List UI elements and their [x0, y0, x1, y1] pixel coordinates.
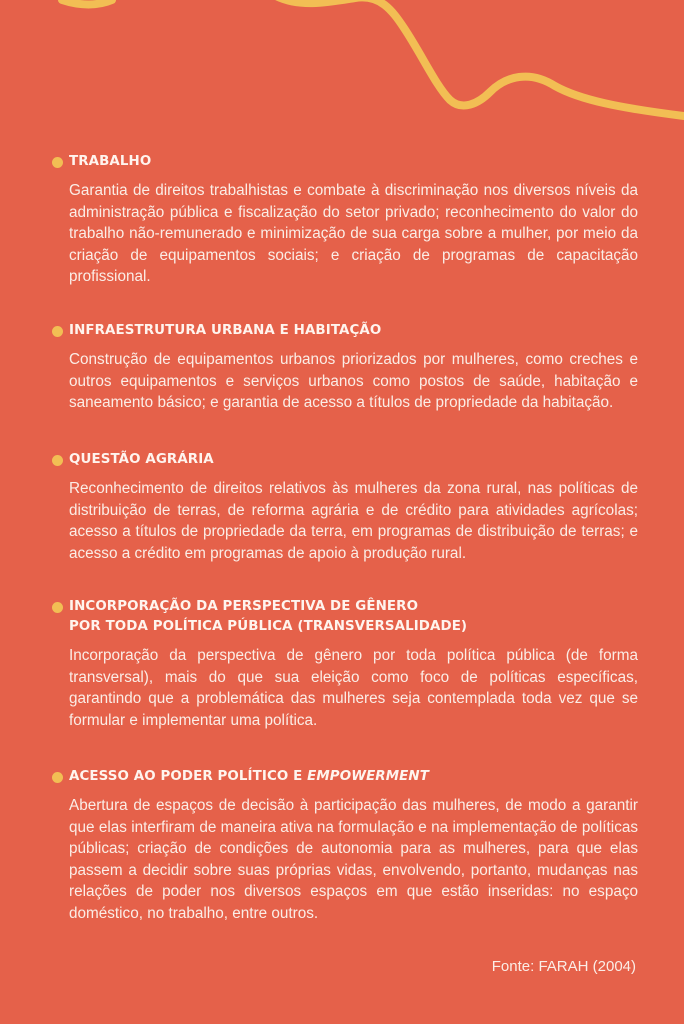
section-heading: [52, 450, 642, 470]
section-heading: [52, 767, 642, 787]
section-heading-line-1: INCORPORAÇÃO DA PERSPECTIVA DE GÊNERO: [69, 599, 419, 614]
bullet-dot-icon: [52, 157, 63, 168]
section-body: Construção de equipamentos urbanos priorizados por mulheres, como creches e outros equipamentos e serviços urbanos como postos de saúde, habitação e saneamento básico; e garantia de acesso a títulos de propriedade da habitação.: [69, 351, 638, 411]
section-heading-line-2: POR TODA POLÍTICA PÚBLICA (TRANSVERSALIDADE): [69, 619, 468, 634]
section-heading-text: TRABALHO: [69, 154, 152, 169]
section-infraestrutura: [52, 321, 642, 414]
section-trabalho: [52, 152, 642, 288]
section-poder-politico: [52, 767, 642, 924]
section-heading-text: ACESSO AO PODER POLÍTICO E: [69, 769, 308, 784]
section-transversalidade: [52, 597, 642, 731]
section-body: Abertura de espaços de decisão à participação das mulheres, de modo a garantir que elas interfiram de maneira ativa na formulação e na implementação de políticas públicas; criação de condições de autonomia para as mulheres, para que elas passem a decidir sobre suas próprias vidas, envolvendo, portanto, mudanças nas relações de poder nos diversos espaços em que estão inseridas: no espaço doméstico, no trabalho, entre outros.: [69, 797, 638, 922]
bullet-dot-icon: [52, 326, 63, 337]
section-heading-text: QUESTÃO AGRÁRIA: [69, 452, 214, 467]
section-heading-text: INFRAESTRUTURA URBANA E HABITAÇÃO: [69, 323, 382, 338]
bullet-dot-icon: [52, 772, 63, 783]
section-questao-agraria: [52, 450, 642, 564]
decorative-wavy-line: [0, 0, 684, 140]
section-body: Reconhecimento de direitos relativos às mulheres da zona rural, nas políticas de distribuição de terras, de reforma agrária e de crédito para atividades agrícolas; acesso a títulos de propriedade da terra, em programas de distribuição de terras; e acesso a crédito em programas de apoio à produção rural.: [69, 480, 638, 562]
section-body: Incorporação da perspectiva de gênero por toda política pública (de forma transversal), mais do que sua eleição como foco de políticas específicas, garantindo que a problemática das mulheres seja contemplada toda vez que se formular e implementar uma política.: [69, 647, 638, 729]
section-heading: [52, 321, 642, 341]
source-citation: Fonte: FARAH (2004): [491, 958, 636, 975]
section-heading-emphasis: EMPOWERMENT: [307, 769, 429, 784]
section-heading: [52, 597, 642, 637]
bullet-dot-icon: [52, 455, 63, 466]
bullet-dot-icon: [52, 602, 63, 613]
section-heading: [52, 152, 642, 172]
section-body: Garantia de direitos trabalhistas e combate à discriminação nos diversos níveis da administração pública e fiscalização do setor privado; reconhecimento do valor do trabalho não-remunerado e minimização de sua carga sobre a mulher, por meio da criação de equipamentos sociais; e criação de programas de capacitação profissional.: [69, 182, 638, 285]
